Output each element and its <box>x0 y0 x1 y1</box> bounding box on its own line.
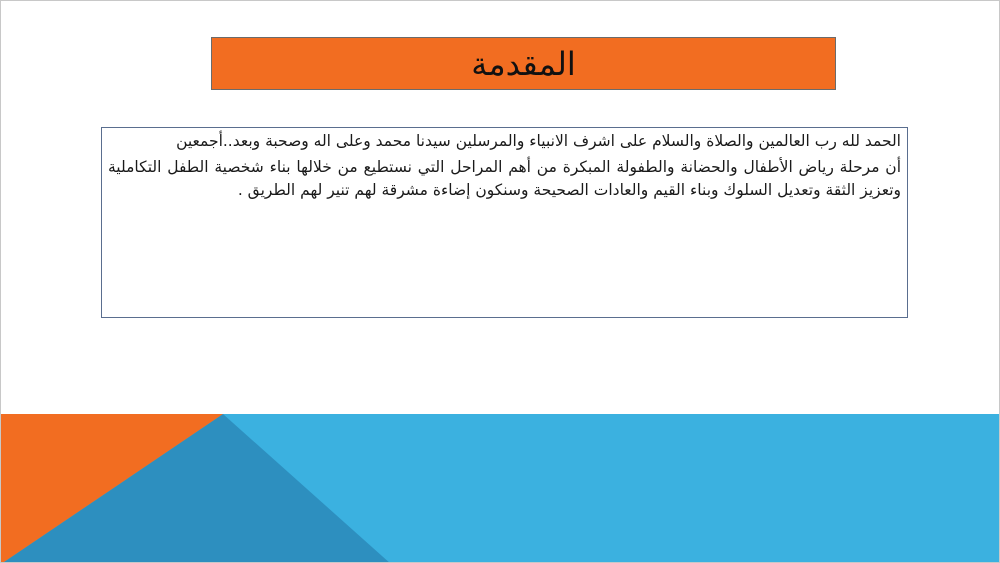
title-box <box>211 37 836 90</box>
paragraph-body: أن مرحلة رياض الأطفال والحضانة والطفولة المبكرة من أهم المراحل التي نستطيع من خلالها بناء شخصية الطفل التكاملية وتعزيز الثقة وتعديل السلوك وبناء القيم والعادات الصحيحة وسنكون إضاءة مشرقة لهم تنير لهم الطريق . <box>108 158 901 199</box>
slide-title: المقدمة <box>471 44 576 83</box>
decorative-bottom-band <box>1 414 1000 563</box>
content-text-box <box>101 127 908 318</box>
paragraph-intro: الحمد لله رب العالمين والصلاة والسلام على اشرف الانبياء والمرسلين سيدنا محمد وعلى اله وصحبة وبعد..أجمعين <box>176 132 901 150</box>
